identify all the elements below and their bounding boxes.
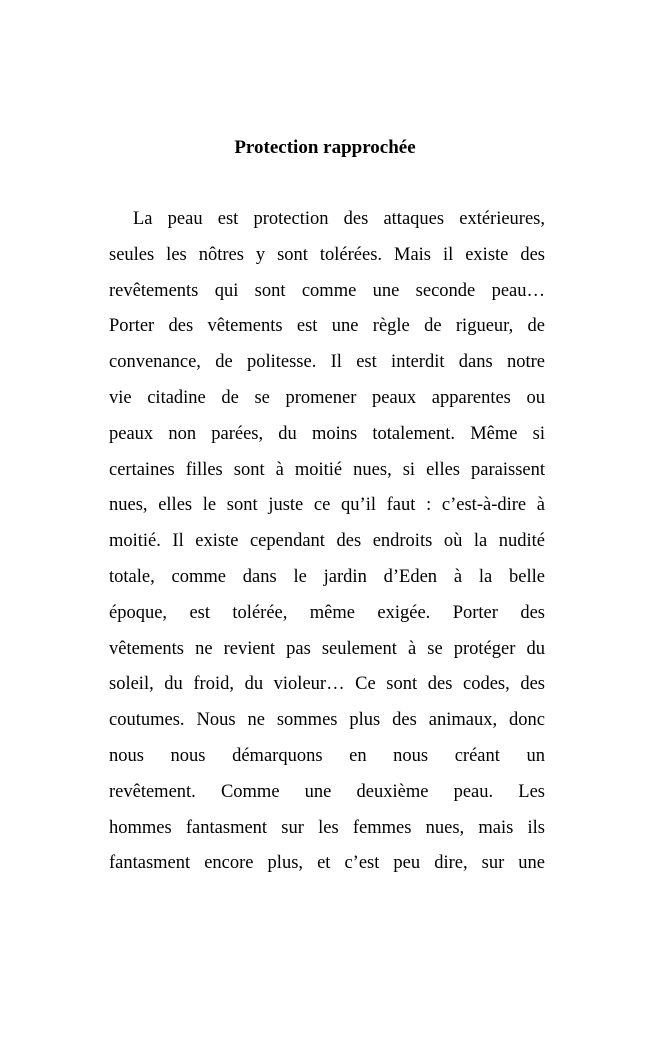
- text-line: vêtements ne revient pas seulement à se protéger du: [109, 638, 545, 659]
- text-line: peaux non parées, du moins totalement. Même si: [109, 423, 545, 444]
- body-paragraph: [109, 202, 545, 882]
- text-line: vie citadine de se promener peaux apparentes ou: [109, 387, 545, 408]
- text-line: fantasment encore plus, et c’est peu dire, sur une: [109, 853, 545, 874]
- text-line: convenance, de politesse. Il est interdit dans notre: [109, 352, 545, 373]
- text-line: moitié. Il existe cependant des endroits où la nudité: [109, 531, 545, 552]
- text-line: nous nous démarquons en nous créant un: [109, 745, 545, 766]
- text-line: seules les nôtres y sont tolérées. Mais il existe des: [109, 244, 545, 265]
- text-line: revêtement. Comme une deuxième peau. Les: [109, 781, 545, 802]
- text-line: époque, est tolérée, même exigée. Porter des: [109, 602, 545, 623]
- text-line: totale, comme dans le jardin d’Eden à la belle: [109, 566, 545, 587]
- text-line: certaines filles sont à moitié nues, si elles paraissent: [109, 459, 545, 480]
- text-line: La peau est protection des attaques extérieures,: [133, 209, 545, 229]
- text-line: revêtements qui sont comme une seconde peau…: [109, 280, 545, 301]
- text-line: nues, elles le sont juste ce qu’il faut : c’est-à-dire à: [109, 495, 545, 516]
- text-line: soleil, du froid, du violeur… Ce sont des codes, des: [109, 674, 545, 695]
- text-line: Porter des vêtements est une règle de rigueur, de: [109, 316, 545, 337]
- text-line: coutumes. Nous ne sommes plus des animaux, donc: [109, 710, 545, 731]
- text-line: hommes fantasment sur les femmes nues, mais ils: [109, 817, 545, 838]
- page-title: Protection rapprochée: [234, 137, 416, 158]
